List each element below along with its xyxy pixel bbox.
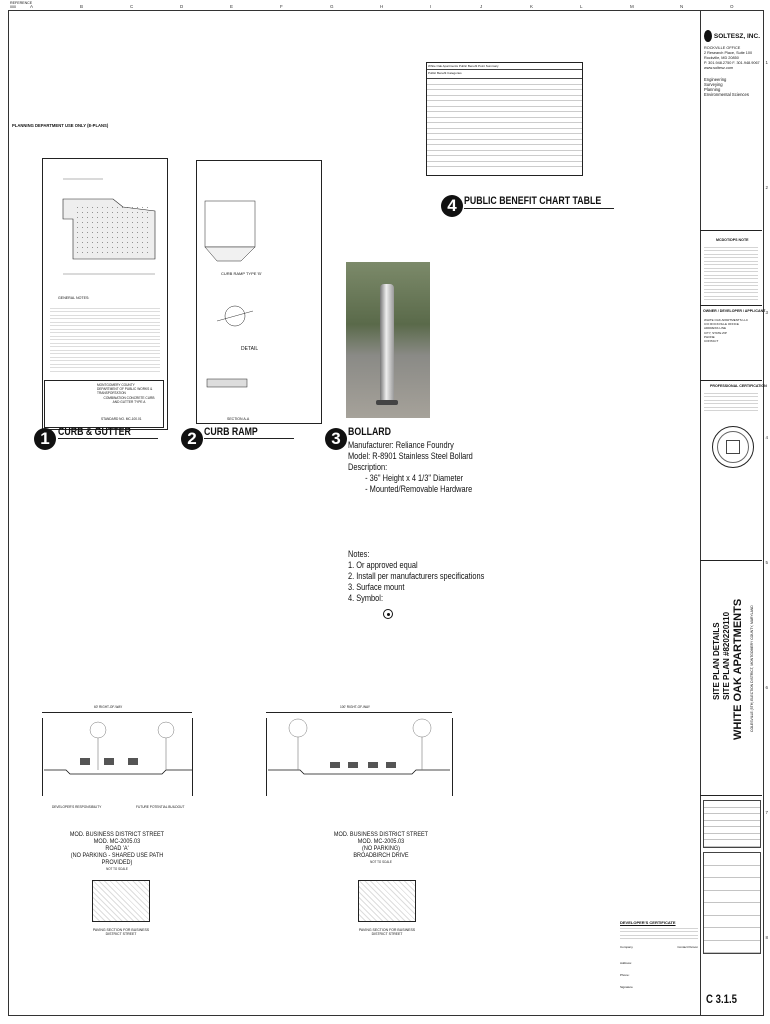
column-marker-l: L (580, 4, 583, 9)
column-marker-b: B (80, 4, 84, 9)
owner-line-4: CITY, STATE ZIP (704, 330, 727, 335)
road-a-profile-svg (36, 700, 196, 810)
detail-2-title: CURB RAMP (204, 426, 258, 438)
road-b-paving-label: PAVING SECTION FOR BUSINESS DISTRICT STREET (358, 928, 416, 936)
tb-divider-1 (700, 230, 762, 231)
road-a-title-5: NOT TO SCALE (106, 867, 128, 871)
road-a-row: 60' RIGHT-OF-WAY (94, 705, 123, 709)
row-marker-1: 1 (765, 60, 768, 65)
tb-divider-2 (700, 305, 762, 306)
bollard-desc-1: - 36" Height x 4 1/3" Diameter (365, 473, 464, 484)
column-marker-h: H (380, 4, 384, 9)
soltesz-logo-icon (704, 30, 712, 42)
road-a-title-3: ROAD 'A' (105, 845, 129, 852)
detail-1-title: CURB & GUTTER (58, 426, 131, 438)
detail-3-title: BOLLARD (348, 426, 392, 438)
sheet-ref-code: 000 (10, 5, 16, 10)
road-a-dev-resp: DEVELOPER'S RESPONSIBILITY (52, 805, 102, 809)
bollard-desc-2: - Mounted/Removable Hardware (365, 484, 473, 495)
std-number: STANDARD NO. MC-100.01 (101, 417, 142, 421)
service-engineering: Engineering (704, 77, 727, 82)
road-b-title (326, 831, 437, 866)
dev-cert-title: DEVELOPER'S CERTIFICATE (620, 920, 676, 925)
curb-gutter-notes-title: GENERAL NOTES: (58, 296, 90, 300)
road-section-a (36, 700, 196, 820)
row-marker-2: 2 (765, 185, 768, 190)
curb-ramp-section-label: SECTION A-A (227, 417, 250, 421)
cert-body (704, 390, 758, 414)
row-marker-4: 4 (765, 435, 768, 440)
service-environmental: Environmental Sciences (704, 92, 749, 97)
detail-3-number: 3 (325, 428, 347, 450)
service-planning: Planning (704, 87, 721, 92)
curb-gutter-notes-body (50, 305, 160, 373)
row-marker-3: 3 (765, 310, 768, 315)
detail-4-underline (464, 208, 614, 209)
curb-ramp-drawing (196, 160, 322, 424)
company-name: SOLTESZ, INC. (713, 32, 760, 40)
row-marker-7: 7 (765, 810, 768, 815)
road-b-title-3: (NO PARKING) (362, 845, 400, 852)
pb-table-rows (427, 79, 582, 171)
pb-table-sub: Public Benefit Categories (427, 70, 582, 79)
sheet-number: C 3.1.5 (706, 992, 737, 1006)
bollard-photo (346, 262, 430, 418)
company-web: www.soltesz.com (704, 66, 734, 70)
revision-table (703, 800, 761, 848)
column-marker-n: N (680, 4, 684, 9)
bollard-base (376, 400, 398, 405)
company-logo (704, 30, 760, 97)
road-b-paving-section (358, 880, 416, 922)
owner-line-2: C/O ROCKVILLE OFFICE (704, 322, 739, 327)
curb-gutter-std-box (44, 380, 164, 428)
dev-cert-text (620, 925, 698, 939)
bollard-note-4: 4. Symbol: (348, 593, 384, 604)
road-b-title-5: NOT TO SCALE (370, 860, 392, 864)
owner-line-3: ADDRESS LINE (704, 326, 727, 331)
road-b-title-1: MOD. BUSINESS DISTRICT STREET (333, 831, 429, 838)
bollard-post (380, 284, 394, 402)
engineer-seal (712, 426, 754, 468)
curb-ramp-detail-label: DETAIL (241, 346, 259, 352)
bollard-symbol-icon (383, 609, 393, 619)
detail-1-underline (58, 438, 158, 439)
road-b-row: 100' RIGHT-OF-WAY (340, 705, 371, 709)
row-marker-5: 5 (765, 560, 768, 565)
std-title: COMBINATION CONCRETE CURB AND GUTTER TYPE A (103, 396, 155, 404)
sheet-reference (10, 1, 32, 10)
company-address-1: 2 Research Place, Suite 100 (704, 51, 753, 55)
project-name: WHITE OAK APARTMENTS (732, 598, 744, 740)
dev-signature-label: Signature (620, 985, 633, 989)
road-b-title-4: BROADBIRCH DRIVE (353, 852, 409, 859)
road-a-title (62, 831, 173, 873)
company-services (704, 77, 760, 97)
road-a-future: FUTURE POTENTIAL BUILDOUT (136, 805, 185, 809)
detail-2-underline (204, 438, 294, 439)
public-benefit-table (426, 62, 583, 176)
bollard-note-2: 2. Install per manufacturers specifications (348, 571, 485, 582)
developer-cert-box (620, 920, 698, 1010)
bollard-note-1: 1. Or approved equal (348, 560, 418, 571)
column-marker-c: C (130, 4, 134, 9)
dev-contact-label: Contact Person (677, 945, 698, 949)
owner-line-1: WHITE OAK APARTMENTS LLC (704, 318, 749, 322)
dept-label: MONTGOMERY COUNTY DEPARTMENT OF PUBLIC WORKS & TRANSPORTATION (97, 383, 153, 395)
column-marker-i: I (430, 4, 432, 9)
detail-4-title: PUBLIC BENEFIT CHART TABLE (464, 195, 602, 207)
bollard-spec (348, 440, 473, 495)
curb-ramp-label: CURB RAMP TYPE 'B' (221, 271, 262, 276)
bollard-notes-label: Notes: (348, 549, 370, 560)
curb-ramp-svg (197, 161, 321, 423)
company-address-2: Rockville, MD 20850 (704, 56, 739, 60)
company-address (704, 46, 760, 71)
cert-label: PROFESSIONAL CERTIFICATION (710, 384, 767, 388)
dev-address-label: Address: (620, 961, 632, 965)
road-a-title-1: MOD. BUSINESS DISTRICT STREET (69, 831, 165, 838)
bollard-model: Model: R-8901 Stainless Steel Bollard (348, 451, 473, 462)
bollard-manufacturer: Manufacturer: Reliance Foundry (348, 440, 454, 451)
sheet-title-2: SITE PLAN #820220110 (722, 611, 731, 700)
dev-company-label: Company (620, 945, 633, 949)
detail-4-number: 4 (441, 195, 463, 217)
road-a-paving-label: PAVING SECTION FOR BUSINESS DISTRICT STREET (92, 928, 150, 936)
column-marker-o: O (730, 4, 734, 9)
company-phone: P. 301.948.2750 F. 301.948.9067 (704, 61, 760, 65)
project-info-table (703, 852, 761, 954)
column-marker-g: G (330, 4, 334, 9)
road-b-profile-svg (260, 700, 456, 810)
column-marker-j: J (480, 4, 483, 9)
column-marker-f: F (280, 4, 283, 9)
column-marker-m: M (630, 4, 634, 9)
owner-label: OWNER / DEVELOPER / APPLICANT (703, 309, 766, 313)
column-marker-a: A (30, 4, 34, 9)
column-marker-e: E (230, 4, 234, 9)
bollard-note-3: 3. Surface mount (348, 582, 405, 593)
road-b-title-2: MOD. MC-2005.03 (357, 838, 405, 845)
column-marker-k: K (530, 4, 534, 9)
project-location: COLESVILLE (5TH) ELECTION DISTRICT, MONTGOMERY COUNTY, MARYLAND (750, 605, 754, 732)
owner-lines (704, 318, 748, 343)
curb-concrete-fill (75, 205, 151, 257)
tb-divider-3 (700, 380, 762, 381)
owner-line-5: PHONE (704, 334, 715, 339)
mcdot-note-body (704, 244, 758, 300)
road-a-title-4: (NO PARKING - SHARED USE PATH PROVIDED) (70, 852, 164, 866)
row-marker-8: 8 (765, 935, 768, 940)
bollard-notes (348, 549, 484, 604)
road-section-b (260, 700, 456, 820)
company-office: ROCKVILLE OFFICE (704, 46, 741, 50)
sheet-ref-label: REFERENCE (10, 1, 33, 5)
pb-table-title: White Oak Apartments Public Benefit Point Summary (427, 63, 582, 70)
row-marker-6: 6 (765, 685, 768, 690)
bollard-desc-label: Description: (348, 462, 388, 473)
tb-divider-4 (700, 560, 762, 561)
tb-divider-5 (700, 795, 762, 796)
planning-use-label: PLANNING DEPARTMENT USE ONLY (E-PLANS) (12, 123, 109, 128)
service-surveying: Surveying (704, 82, 723, 87)
sheet-title-1: SITE PLAN DETAILS (712, 622, 721, 700)
mcdot-note-title: MCDOT/DPS NOTE (716, 238, 749, 242)
column-marker-d: D (180, 4, 184, 9)
owner-line-6: CONTACT (704, 339, 719, 344)
road-a-paving-section (92, 880, 150, 922)
detail-2-number: 2 (181, 428, 203, 450)
dev-phone-label: Phone: (620, 973, 630, 977)
detail-1-number: 1 (34, 428, 56, 450)
road-a-title-2: MOD. MC-2005.03 (93, 838, 141, 845)
